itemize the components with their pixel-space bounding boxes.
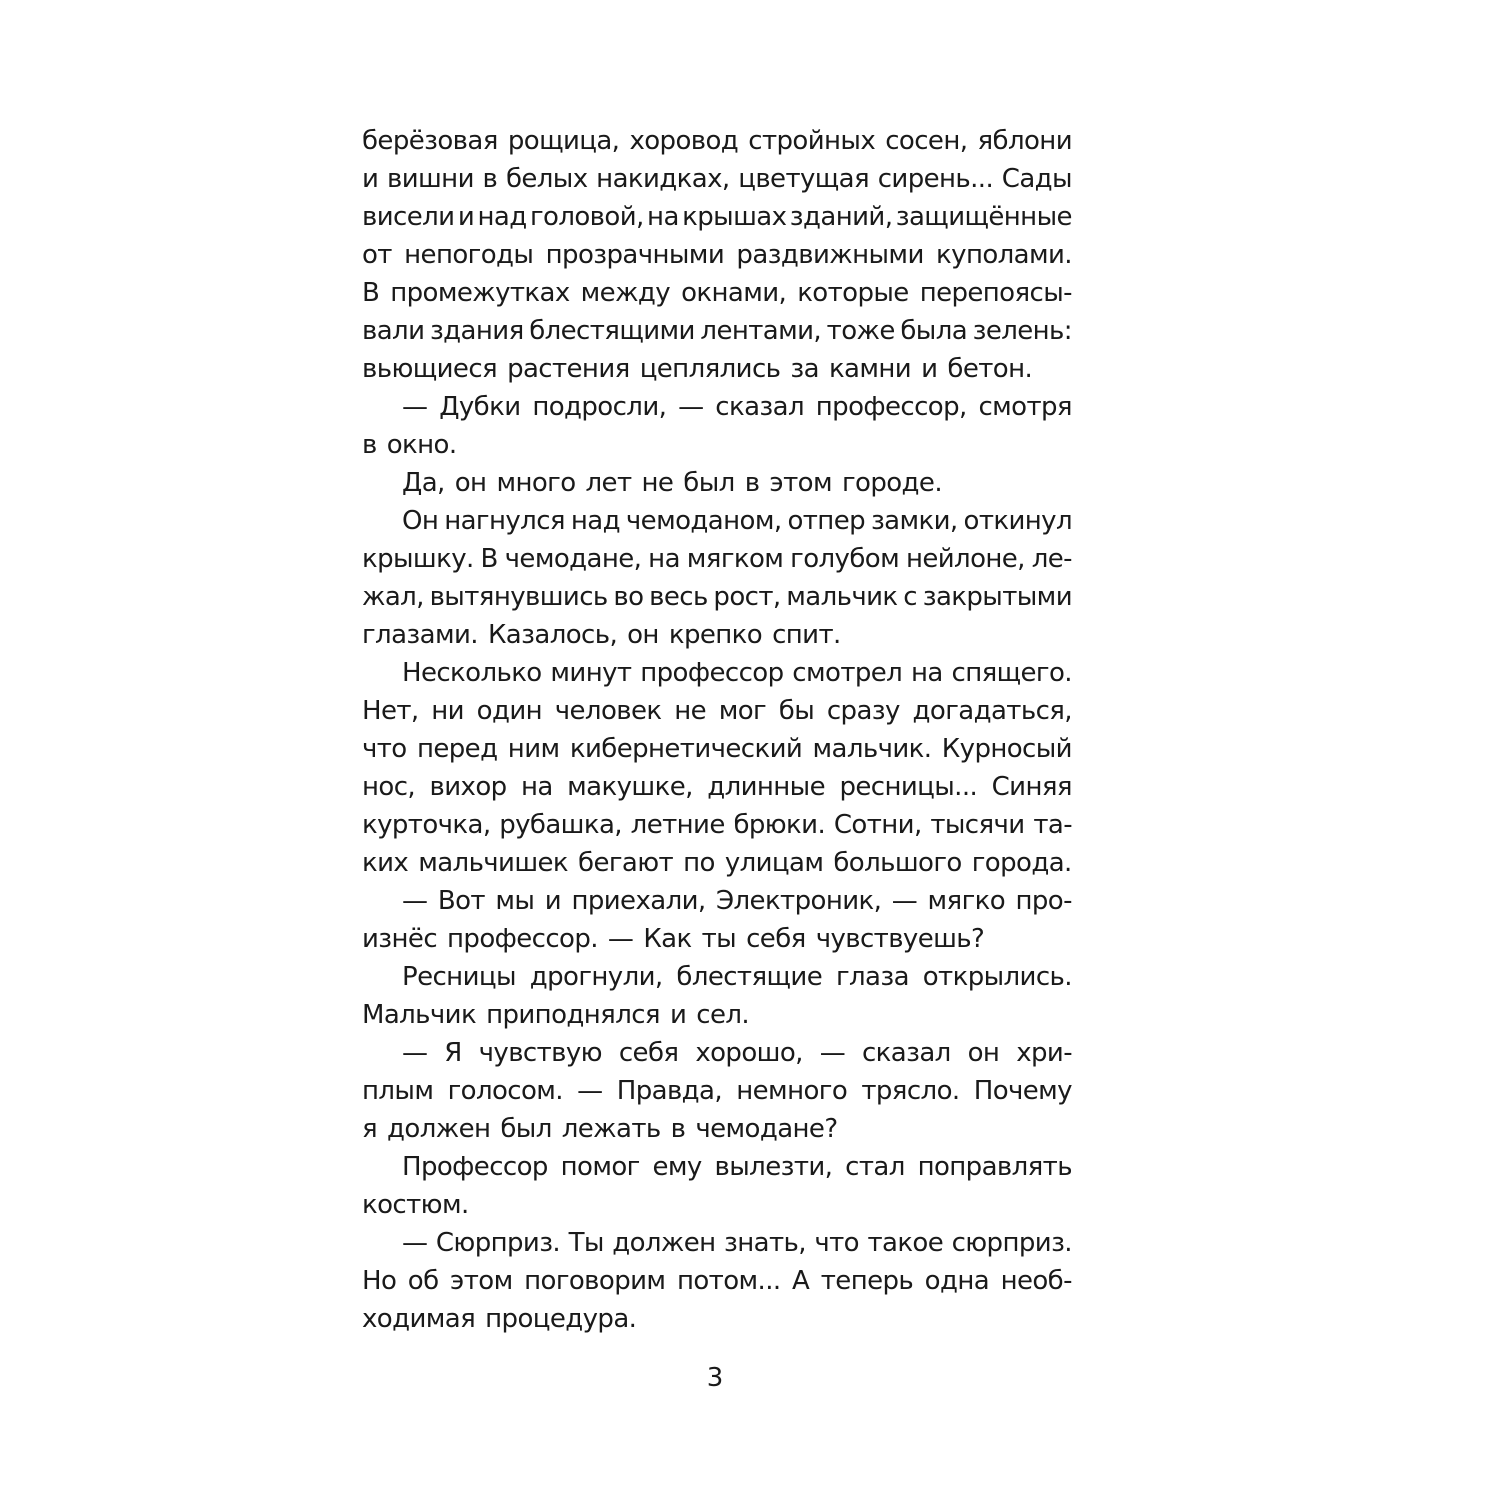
word: помог (560, 1152, 640, 1182)
word: не (674, 696, 706, 726)
word: перед (416, 734, 498, 764)
word: спящего. (951, 658, 1072, 688)
word: — (678, 392, 704, 422)
word: теперь (820, 1266, 914, 1296)
word: Сотни, (833, 810, 922, 840)
word: зданий, (789, 202, 893, 232)
word: растения (507, 354, 630, 384)
word: отпер (787, 506, 865, 536)
word: здания (429, 316, 524, 346)
word: спит. (772, 620, 841, 650)
word: сразу (826, 696, 900, 726)
word: чемодане? (695, 1114, 838, 1144)
word: белых (505, 164, 588, 194)
word: ле- (1031, 544, 1072, 574)
word: — (819, 1038, 846, 1068)
word: нагнулся (444, 506, 565, 536)
word: много (496, 468, 576, 498)
word: что (362, 734, 407, 764)
word: плым (362, 1076, 434, 1106)
word: В (480, 544, 498, 574)
word: была (900, 316, 968, 346)
word: большого (833, 848, 962, 878)
word: человек (554, 696, 662, 726)
word: чемодане, (504, 544, 642, 574)
word: Вот (437, 886, 485, 916)
text-line (362, 198, 1072, 236)
text-line (362, 464, 1072, 502)
word: вылезти, (714, 1152, 833, 1182)
word: мальчик (786, 582, 898, 612)
text-line (362, 578, 1072, 616)
word: — (607, 924, 634, 954)
word: Электроник, (715, 886, 882, 916)
word: та- (1033, 810, 1072, 840)
word: Дубки (439, 392, 521, 422)
word: Мальчик (362, 1000, 477, 1030)
word: голубом (790, 544, 900, 574)
word: смотря (978, 392, 1072, 422)
word: сказал (861, 1038, 951, 1068)
word: Ты (568, 1228, 604, 1258)
text-line (362, 274, 1072, 312)
text-line (362, 502, 1072, 540)
word: на (520, 772, 553, 802)
word: от (362, 240, 392, 270)
word: и (921, 354, 938, 384)
word: необ- (1000, 1266, 1072, 1296)
word: во (613, 582, 644, 612)
word: городе. (841, 468, 942, 498)
word: себя (618, 1038, 679, 1068)
text-line (362, 654, 1072, 692)
word: он (967, 1038, 1000, 1068)
word: крепко (668, 620, 763, 650)
word: Почему (973, 1076, 1072, 1106)
word: потом... (676, 1266, 781, 1296)
word: нейлоне, (905, 544, 1025, 574)
word: в (744, 468, 760, 498)
word: про- (1015, 886, 1072, 916)
word: профессор. (447, 924, 598, 954)
word: чувствую (478, 1038, 602, 1068)
word: немного (736, 1076, 848, 1106)
word: раздвижными (736, 240, 924, 270)
word: над (477, 202, 527, 232)
word: кибернетический (569, 734, 803, 764)
word: чемоданом, (625, 506, 782, 536)
word: мальчик. (812, 734, 932, 764)
text-line (362, 1110, 1072, 1148)
word: был (683, 468, 735, 498)
word: мягком (686, 544, 784, 574)
word: — (402, 886, 428, 916)
body-text (362, 122, 1072, 1338)
word: Он (402, 506, 439, 536)
text-line (362, 122, 1072, 160)
word: открылись. (922, 962, 1072, 992)
word: защищённые (895, 202, 1072, 232)
word: брюки. (733, 810, 826, 840)
word: минут (550, 658, 632, 688)
word: себя (746, 924, 806, 954)
word: Синяя (991, 772, 1072, 802)
text-line (362, 540, 1072, 578)
word: накидках, (596, 164, 730, 194)
word: которые (797, 278, 909, 308)
word: вали (362, 316, 425, 346)
word: — (402, 1228, 428, 1258)
word: Несколько (402, 658, 542, 688)
word: в (482, 164, 498, 194)
word: промежутках (390, 278, 570, 308)
word: профессор, (815, 392, 967, 422)
text-line (362, 426, 1072, 464)
word: поговорим (524, 1266, 666, 1296)
word: приподнялся (486, 1000, 660, 1030)
word: вытянувшись (429, 582, 608, 612)
word: прозрачными (545, 240, 725, 270)
word: окно. (386, 430, 457, 460)
word: я (362, 1114, 378, 1144)
text-line (362, 996, 1072, 1034)
word: этом (769, 468, 832, 498)
word: костюм. (362, 1190, 469, 1220)
word: мальчишек (418, 848, 569, 878)
word: лентами, (700, 316, 822, 346)
word: хоровод (629, 126, 739, 156)
word: догадаться, (912, 696, 1072, 726)
word: — (577, 1076, 603, 1106)
text-line (362, 388, 1072, 426)
word: стал (845, 1152, 905, 1182)
word: Как (643, 924, 692, 954)
text-line (362, 806, 1072, 844)
word: улицам (724, 848, 824, 878)
word: в (362, 430, 377, 460)
word: весь (649, 582, 708, 612)
word: курточка, (362, 810, 491, 840)
word: глазами. (362, 620, 478, 650)
word: и (544, 886, 562, 916)
word: смотрел (792, 658, 903, 688)
word: ходимая (362, 1304, 476, 1334)
word: головой, (529, 202, 644, 232)
word: он (627, 620, 659, 650)
word: нос, (362, 772, 416, 802)
word: перепоясы- (919, 278, 1072, 308)
word: тоже (826, 316, 895, 346)
word: окнами, (681, 278, 787, 308)
word: мог (718, 696, 767, 726)
word: он (454, 468, 487, 498)
word: Правда, (616, 1076, 723, 1106)
word: хорошо, (695, 1038, 803, 1068)
text-line (362, 1224, 1072, 1262)
word: этом (450, 1266, 513, 1296)
word: был (500, 1114, 552, 1144)
word: глаза (835, 962, 909, 992)
word: висели (362, 202, 455, 232)
word: откинул (963, 506, 1072, 536)
text-line (362, 920, 1072, 958)
word: Я (444, 1038, 462, 1068)
word: подросли, (532, 392, 667, 422)
text-line (362, 1262, 1072, 1300)
word: сказал (715, 392, 804, 422)
text-line (362, 1034, 1072, 1072)
word: блестящими (529, 316, 695, 346)
text-line (362, 844, 1072, 882)
word: цеплялись (639, 354, 781, 384)
word: вьющиеся (362, 354, 498, 384)
text-line (362, 882, 1072, 920)
text-line (362, 730, 1072, 768)
word: сирень... (877, 164, 994, 194)
word: рост, (713, 582, 781, 612)
word: Ресницы (402, 962, 516, 992)
word: поправлять (917, 1152, 1072, 1182)
text-line (362, 1186, 1072, 1224)
text-line (362, 768, 1072, 806)
word: трясло. (861, 1076, 960, 1106)
word: дрогнули, (529, 962, 663, 992)
text-line (362, 236, 1072, 274)
word: такое (867, 1228, 944, 1258)
text-line (362, 616, 1072, 654)
word: макушке, (567, 772, 693, 802)
word: блестящие (676, 962, 823, 992)
word: берёзовая (362, 126, 498, 156)
text-line (362, 1148, 1072, 1186)
word: непогоды (404, 240, 534, 270)
word: на (910, 658, 943, 688)
word: за (790, 354, 819, 384)
text-line (362, 958, 1072, 996)
word: мы (495, 886, 535, 916)
word: города. (971, 848, 1072, 878)
word: А (792, 1266, 810, 1296)
word: бегают (578, 848, 674, 878)
word: ких (362, 848, 409, 878)
word: Сюрприз. (435, 1228, 561, 1258)
page-number: 3 (706, 1363, 724, 1393)
word: на (648, 544, 680, 574)
word: В (362, 278, 380, 308)
word: ресницы... (839, 772, 978, 802)
word: зелень: (972, 316, 1072, 346)
word: профессор (640, 658, 784, 688)
word: что (814, 1228, 859, 1258)
word: рубашка, (499, 810, 622, 840)
word: и (669, 1000, 687, 1030)
word: — (402, 1038, 428, 1068)
word: лежать (561, 1114, 661, 1144)
word: замки, (870, 506, 958, 536)
word: изнёс (362, 924, 438, 954)
word: рощица, (507, 126, 620, 156)
word: мягко (927, 886, 1006, 916)
word: голосом. (447, 1076, 563, 1106)
word: длинные (707, 772, 826, 802)
word: тысячи (930, 810, 1025, 840)
word: куполами. (936, 240, 1072, 270)
word: ним (507, 734, 560, 764)
word: сосен, (885, 126, 968, 156)
word: Казалось, (487, 620, 618, 650)
word: летние (630, 810, 725, 840)
text-line (362, 1300, 1072, 1338)
word: хри- (1016, 1038, 1072, 1068)
word: закрытыми (922, 582, 1072, 612)
text-line (362, 350, 1072, 388)
word: не (641, 468, 674, 498)
word: в (670, 1114, 686, 1144)
word: чувствуешь? (815, 924, 985, 954)
word: на (647, 202, 679, 232)
word: вишни (386, 164, 474, 194)
word: с (903, 582, 917, 612)
word: ему (652, 1152, 702, 1182)
text-line (362, 1072, 1072, 1110)
word: процедура. (485, 1304, 637, 1334)
word: Профессор (402, 1152, 548, 1182)
word: крышку. (362, 544, 474, 574)
word: об (407, 1266, 439, 1296)
word: камни (828, 354, 912, 384)
word: Да, (402, 468, 445, 498)
word: и (457, 202, 475, 232)
word: приехали, (571, 886, 706, 916)
word: знать, (724, 1228, 806, 1258)
word: цветущая (738, 164, 870, 194)
word: Но (362, 1266, 397, 1296)
word: Курносый (941, 734, 1072, 764)
word: вихор (429, 772, 507, 802)
text-line (362, 160, 1072, 198)
word: должен (612, 1228, 716, 1258)
word: жал, (362, 582, 424, 612)
word: и (362, 164, 379, 194)
word: между (580, 278, 671, 308)
word: ни (431, 696, 464, 726)
word: по (683, 848, 715, 878)
word: яблони (977, 126, 1072, 156)
word: бетон. (947, 354, 1033, 384)
word: над (570, 506, 620, 536)
word: один (476, 696, 543, 726)
word: одна (924, 1266, 990, 1296)
text-line (362, 692, 1072, 730)
word: сел. (696, 1000, 750, 1030)
word: стройных (748, 126, 876, 156)
word: Нет, (362, 696, 419, 726)
word: — (891, 886, 918, 916)
word: Сады (1001, 164, 1072, 194)
word: сюрприз. (951, 1228, 1072, 1258)
word: ты (701, 924, 737, 954)
word: лет (585, 468, 632, 498)
word: — (402, 392, 428, 422)
text-line (362, 312, 1072, 350)
word: бы (778, 696, 815, 726)
word: крышах (682, 202, 787, 232)
word: должен (387, 1114, 491, 1144)
